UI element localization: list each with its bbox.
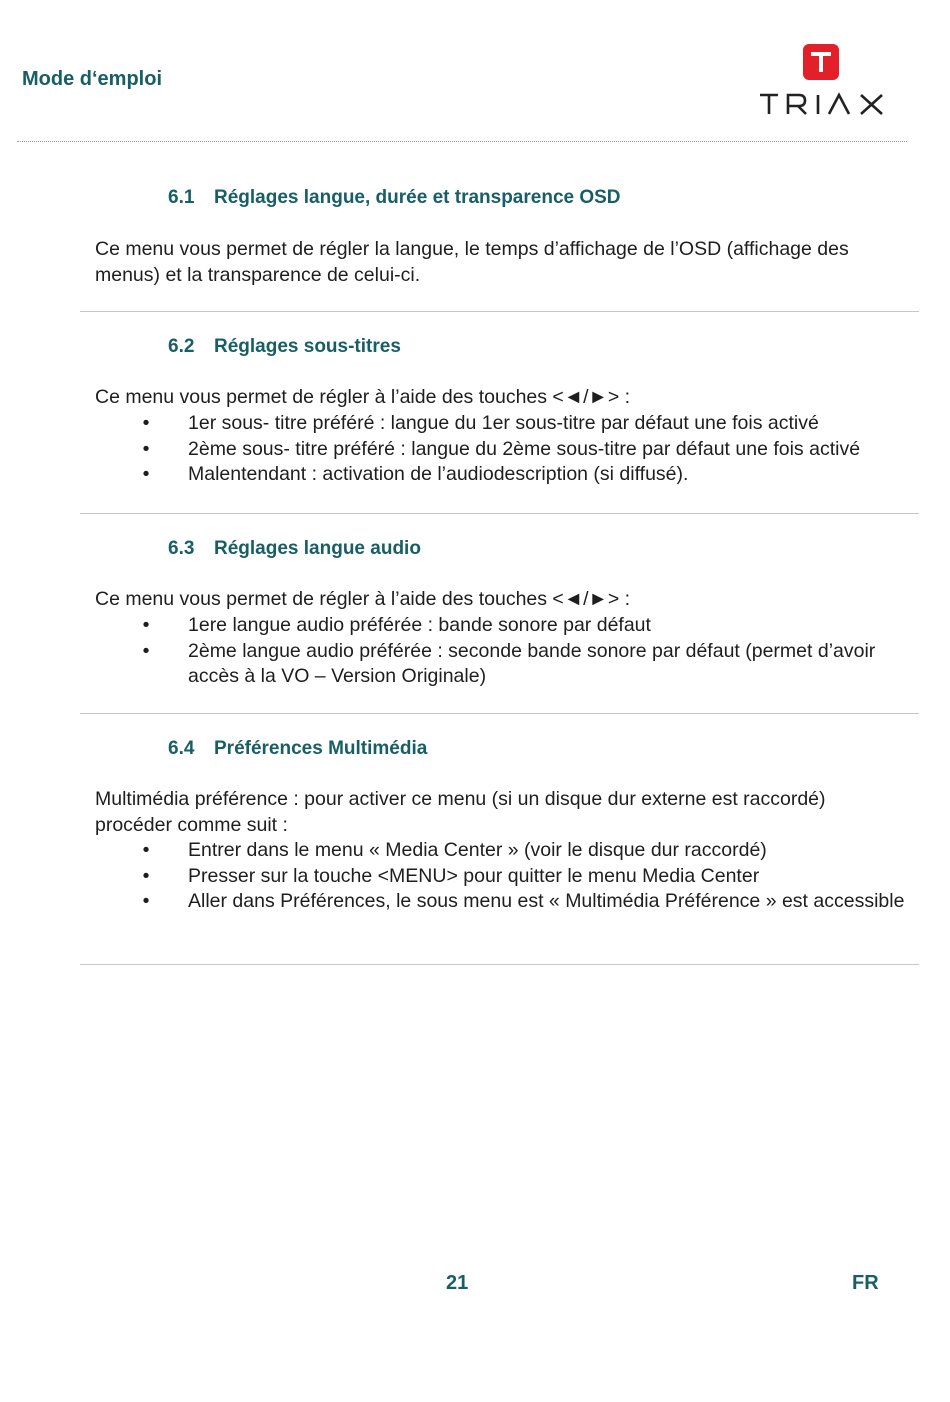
- section-intro: Ce menu vous permet de régler la langue, le temps d’affichage de l’OSD (affichage des menus) et la transparence de celui-ci.: [95, 238, 849, 286]
- list-item: • Presser sur la touche <MENU> pour quitter le menu Media Center: [0, 864, 908, 890]
- section-heading: [168, 738, 427, 760]
- section-divider: [80, 713, 919, 714]
- section-number: 6.1: [168, 187, 195, 208]
- section-number: 6.4: [168, 738, 195, 759]
- bullet-icon: •: [142, 463, 150, 485]
- list-item: • 2ème langue audio préférée : seconde bande sonore par défaut (permet d’avoir accès à la VO – Version Originale): [142, 639, 876, 687]
- triax-logo: [758, 44, 886, 120]
- header-divider: [17, 141, 907, 142]
- section-intro: Ce menu vous permet de régler à l’aide des touches <◄/►> :: [95, 588, 631, 610]
- section-intro: Ce menu vous permet de régler à l’aide des touches <◄/►> :: [95, 386, 631, 408]
- section-title: Préférences Multimédia: [214, 738, 428, 759]
- section-intro: Multimédia préférence : pour activer ce menu (si un disque dur externe est raccordé) procéder comme suit :: [95, 788, 826, 836]
- section-number: 6.3: [168, 538, 195, 559]
- list-item: • 1er sous- titre préféré : langue du 1er sous-titre par défaut une fois activé: [0, 411, 908, 437]
- section-title: Réglages langue, durée et transparence OSD: [214, 187, 621, 208]
- list-item: • Malentendant : activation de l’audiodescription (si diffusé).: [0, 462, 908, 488]
- language-code: FR: [852, 1272, 879, 1294]
- bullet-icon: •: [142, 412, 150, 434]
- bullet-icon: •: [142, 864, 150, 887]
- section-title: Réglages sous-titres: [214, 336, 401, 357]
- list-item: • Aller dans Préférences, le sous menu est « Multimédia Préférence » est accessible: [0, 889, 908, 915]
- list-item: • 2ème sous- titre préféré : langue du 2ème sous-titre par défaut une fois activé: [0, 437, 908, 463]
- bullet-list: [0, 838, 950, 915]
- bullet-icon: •: [142, 437, 150, 460]
- bullet-icon: •: [142, 839, 150, 861]
- triax-logo-mark-icon: [803, 44, 839, 80]
- bullet-list: [0, 411, 950, 488]
- bullet-list: [0, 613, 950, 690]
- page-number: 21: [446, 1272, 469, 1294]
- bullet-icon: •: [142, 890, 150, 912]
- section-heading: [168, 538, 421, 560]
- section-divider: [80, 311, 919, 312]
- section-divider: [80, 964, 919, 965]
- section-title: Réglages langue audio: [214, 538, 421, 559]
- document-header-title: Mode d‘emploi: [22, 68, 162, 90]
- bullet-icon: •: [142, 614, 150, 636]
- section-heading: [168, 187, 621, 209]
- section-heading: [168, 336, 401, 358]
- section-divider: [80, 513, 919, 514]
- list-item: • Entrer dans le menu « Media Center » (voir le disque dur raccordé): [0, 838, 908, 864]
- section-number: 6.2: [168, 336, 195, 357]
- bullet-icon: •: [142, 639, 150, 662]
- list-item: • 1ere langue audio préférée : bande sonore par défaut: [0, 613, 908, 639]
- triax-wordmark: [758, 92, 886, 116]
